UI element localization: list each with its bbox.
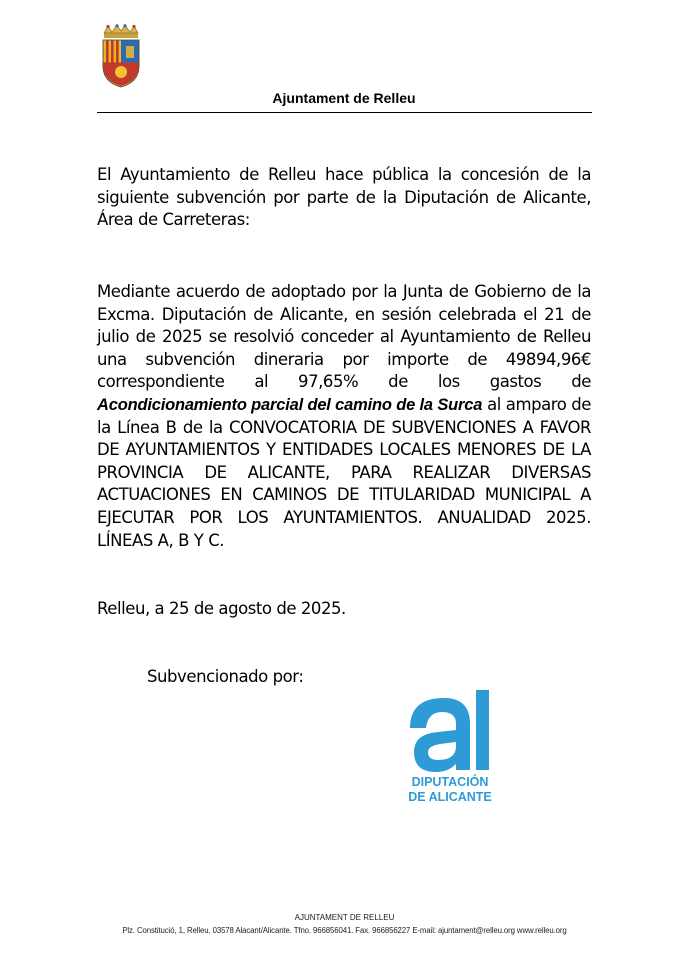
- footer-address: Plz. Constitució, 1, Relleu. 03578 Alacant/Alicante. Tfno. 966856041. Fax. 966856227 E-mail: ajuntament@relleu.org www.relleu.org: [122, 926, 567, 935]
- resolution-text-start: Mediante acuerdo de adoptado por la Junta de Gobierno de la Excma. Diputación de Alicante, en sesión celebrada el 21 de julio de 2025 se resolvió conceder al Ayuntamiento de Relleu una subvención dineraria por importe de 49894,96€ correspondiente al 97,65% de los gastos de: [97, 282, 591, 392]
- intro-paragraph: El Ayuntamiento de Relleu hace pública la concesión de la siguiente subvención por parte de la Diputación de Alicante, Área de Carreteras:: [97, 165, 591, 230]
- subsidized-by-label: Subvencionado por:: [147, 667, 304, 686]
- header-divider: [97, 112, 592, 113]
- logo-text: [402, 775, 498, 805]
- logo-line-2: DE ALICANTE: [408, 790, 492, 804]
- resolution-text-end: al amparo de la Línea B de la CONVOCATORIA DE SUBVENCIONES A FAVOR DE AYUNTAMIENTOS Y ENTIDADES LOCALES MENORES DE LA PROVINCIA DE ALICANTE, PARA REALIZAR DIVERSAS ACTUACIONES EN CAMINOS DE TITULARIDAD MUNICIPAL A EJECUTAR POR LOS AYUNTAMIENTOS. ANUALIDAD 2025. LÍNEAS A, B Y C.: [97, 394, 591, 550]
- logo-line-1: DIPUTACIÓN: [411, 775, 489, 789]
- project-title: Acondicionamiento parcial del camino de la Surca: [97, 395, 483, 414]
- header-title: Ajuntament de Relleu: [272, 90, 416, 106]
- resolution-paragraph: [97, 281, 591, 552]
- coat-of-arms-icon: [100, 24, 142, 88]
- date-line: Relleu, a 25 de agosto de 2025.: [97, 599, 346, 618]
- footer-organization: AJUNTAMENT DE RELLEU: [294, 913, 395, 922]
